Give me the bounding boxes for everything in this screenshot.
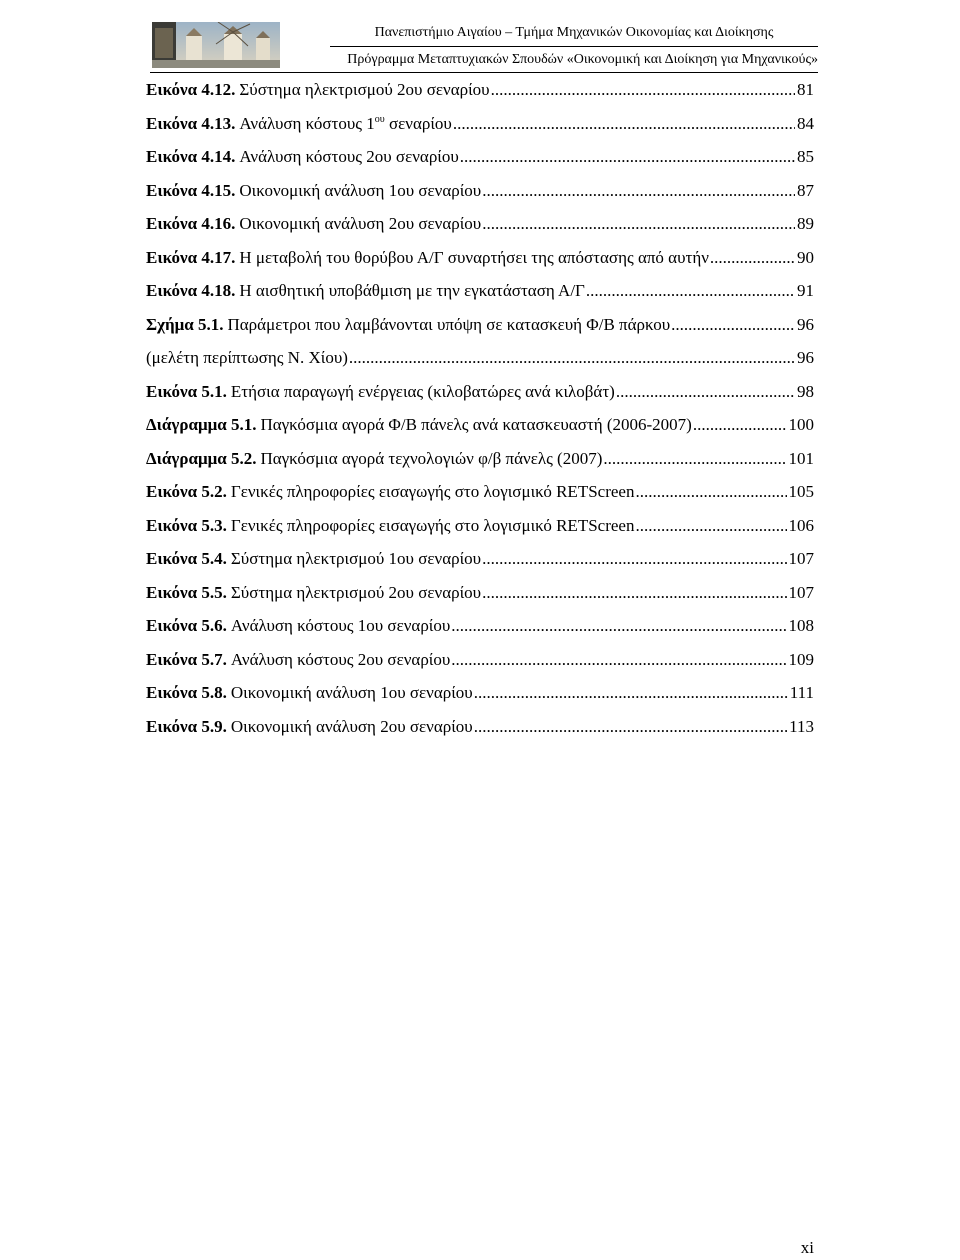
toc-entry[interactable] <box>146 347 814 381</box>
toc-entry-label: Εικόνα 5.2. <box>146 482 227 501</box>
toc-entry-page: 108 <box>788 616 814 635</box>
dot-leader <box>482 548 786 569</box>
toc-entry-title: Παγκόσμια αγορά τεχνολογιών φ/β πάνελς (2007) <box>260 448 603 468</box>
toc-entry-title: (μελέτη περίπτωσης Ν. Χίου) <box>146 348 348 367</box>
toc-entry-title: Οικονομική ανάλυση 2ου σεναρίου <box>239 214 482 233</box>
toc-entry-page: 81 <box>797 80 814 99</box>
toc-entry-title: Ανάλυση κόστους 2ου σεναρίου <box>230 649 451 669</box>
toc-entry-label: Εικόνα 4.18. <box>146 281 236 300</box>
toc-entry-label: Εικόνα 4.16. <box>146 214 236 233</box>
toc-entry-page: 106 <box>788 515 814 535</box>
toc-entry-title: Ανάλυση κόστους 2ου σεναρίου <box>239 147 459 166</box>
toc-entry[interactable] <box>146 649 814 683</box>
dot-leader <box>491 79 795 100</box>
toc-entry-title: Οικονομική ανάλυση 1ου σεναρίου <box>239 180 482 200</box>
page-number: xi <box>800 1238 814 1257</box>
toc-entry[interactable] <box>146 615 814 649</box>
dot-leader <box>603 448 786 469</box>
dot-leader <box>451 649 786 670</box>
dot-leader <box>474 682 788 703</box>
header-program: Πρόγραμμα Μεταπτυχιακών Σπουδών «Οικονομική και Διοίκηση για Μηχανικούς» <box>347 52 818 67</box>
toc-entry-page: 96 <box>797 314 814 334</box>
toc-entry-title: Η μεταβολή του θορύβου Α/Γ συναρτήσει της απόστασης από αυτήν <box>239 247 709 267</box>
toc-entry-title: Οικονομική ανάλυση 2ου σεναρίου <box>230 716 473 736</box>
toc-entry[interactable] <box>146 79 814 113</box>
toc-entry-label: Εικόνα 5.1. <box>146 381 227 401</box>
toc-entry-label: Εικόνα 4.12. <box>146 80 236 99</box>
toc-entry[interactable] <box>146 481 814 515</box>
toc-entry-page: 96 <box>797 348 814 367</box>
dot-leader <box>635 481 786 502</box>
toc-entry-page: 84 <box>797 113 814 133</box>
toc-entry[interactable] <box>146 314 814 348</box>
toc-entry-title: Σύστημα ηλεκτρισμού 1ου σεναρίου <box>230 549 482 568</box>
toc-entry-page: 85 <box>797 147 814 166</box>
toc-entry-label: Σχήμα 5.1. <box>146 314 224 334</box>
dot-leader <box>460 146 795 167</box>
toc-entry[interactable] <box>146 582 814 616</box>
toc-entry-label: Εικόνα 5.4. <box>146 549 227 568</box>
dot-leader <box>635 515 786 536</box>
toc-entry-title <box>239 113 451 134</box>
toc-entry[interactable] <box>146 180 814 214</box>
dot-leader <box>482 582 786 603</box>
toc-entry-label: Εικόνα 4.13. <box>146 113 236 133</box>
dot-leader <box>474 716 787 737</box>
toc-entry-title: Ανάλυση κόστους 1ου σεναρίου <box>230 616 451 635</box>
toc-entry-title-part: Ανάλυση κόστους 1 <box>239 113 375 133</box>
toc-entry[interactable] <box>146 716 814 750</box>
header-divider <box>330 46 818 47</box>
header-university: Πανεπιστήμιο Αιγαίου – Τμήμα Μηχανικών Οικονομίας και Διοίκησης <box>374 25 774 40</box>
toc-entry-title: Παγκόσμια αγορά Φ/Β πάνελς ανά κατασκευαστή (2006-2007) <box>260 415 692 434</box>
toc-entry-page: 87 <box>797 180 814 200</box>
toc-entry[interactable] <box>146 280 814 314</box>
toc-entry-label: Διάγραμμα 5.2. <box>146 448 257 468</box>
toc-entry-label: Εικόνα 5.3. <box>146 515 227 535</box>
toc-entry-title: Σύστημα ηλεκτρισμού 2ου σεναρίου <box>230 582 482 602</box>
toc-entry-label: Εικόνα 4.14. <box>146 147 236 166</box>
toc-entry[interactable] <box>146 548 814 582</box>
dot-leader <box>451 615 786 636</box>
toc-entry-page: 90 <box>797 247 814 267</box>
dot-leader <box>349 347 795 368</box>
toc-entry-title: Η αισθητική υποβάθμιση με την εγκατάσταση Α/Γ <box>239 281 585 300</box>
toc-entry-title: Ετήσια παραγωγή ενέργειας (κιλοβατώρες ανά κιλοβάτ) <box>230 381 615 401</box>
toc-entry-title: Παράμετροι που λαμβάνονται υπόψη σε κατασκευή Φ/Β πάρκου <box>227 314 671 334</box>
university-logo <box>152 22 280 68</box>
dot-leader <box>453 113 795 134</box>
toc-entry[interactable] <box>146 682 814 716</box>
toc-entry-page: 98 <box>797 381 814 401</box>
toc-entry-title: Σύστημα ηλεκτρισμού 2ου σεναρίου <box>239 80 490 99</box>
table-of-figures <box>146 79 814 749</box>
toc-entry-page: 105 <box>788 482 814 501</box>
toc-entry[interactable] <box>146 247 814 281</box>
toc-entry-page: 91 <box>797 281 814 300</box>
logo-image <box>152 22 280 68</box>
dot-leader <box>616 381 795 402</box>
toc-entry-page: 111 <box>789 683 814 702</box>
toc-entry-label: Εικόνα 4.17. <box>146 247 236 267</box>
toc-entry-title-superscript: ου <box>374 113 385 125</box>
dot-leader <box>671 314 795 335</box>
toc-entry-page: 107 <box>788 549 814 568</box>
toc-entry-page: 89 <box>797 214 814 233</box>
toc-entry-page: 113 <box>789 716 814 736</box>
dot-leader <box>710 247 795 268</box>
toc-entry-label: Εικόνα 5.7. <box>146 649 227 669</box>
toc-entry[interactable] <box>146 213 814 247</box>
toc-entry-label: Εικόνα 5.9. <box>146 716 227 736</box>
toc-entry-page: 107 <box>788 582 814 602</box>
toc-entry-title: Γενικές πληροφορίες εισαγωγής στο λογισμικό RETScreen <box>230 482 635 501</box>
toc-entry[interactable] <box>146 113 814 147</box>
toc-entry-label: Εικόνα 4.15. <box>146 180 236 200</box>
toc-entry-page: 101 <box>788 448 814 468</box>
toc-entry-label: Εικόνα 5.5. <box>146 582 227 602</box>
toc-entry[interactable] <box>146 381 814 415</box>
toc-entry-label: Εικόνα 5.8. <box>146 683 227 702</box>
toc-entry-label: Διάγραμμα 5.1. <box>146 415 257 434</box>
dot-leader <box>482 180 795 201</box>
header-bottom-divider <box>150 72 818 73</box>
toc-entry-title-part: σεναρίου <box>384 113 452 133</box>
toc-entry[interactable] <box>146 414 814 448</box>
dot-leader <box>482 213 795 234</box>
toc-entry[interactable] <box>146 146 814 180</box>
toc-entry-title: Γενικές πληροφορίες εισαγωγής στο λογισμικό RETScreen <box>230 515 635 535</box>
toc-entry-page: 109 <box>788 649 814 669</box>
dot-leader <box>693 414 787 435</box>
toc-entry-page: 100 <box>788 415 814 434</box>
toc-entry-title: Οικονομική ανάλυση 1ου σεναρίου <box>230 683 473 702</box>
dot-leader <box>586 280 795 301</box>
toc-entry-label: Εικόνα 5.6. <box>146 616 227 635</box>
toc-entry[interactable] <box>146 448 814 482</box>
toc-entry[interactable] <box>146 515 814 549</box>
